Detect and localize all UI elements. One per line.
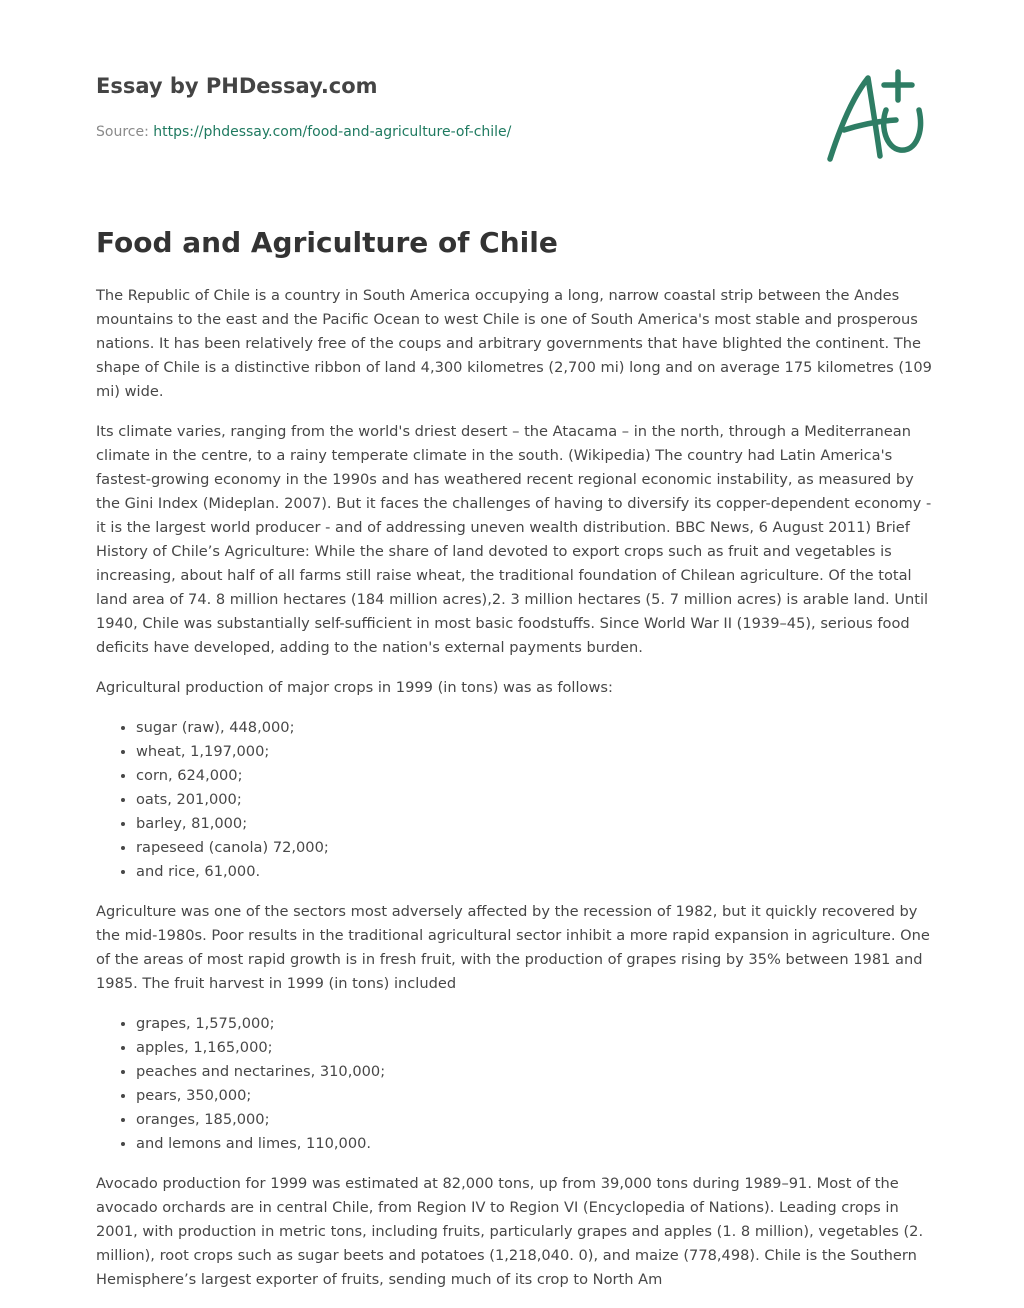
source-link[interactable]: https://phdessay.com/food-and-agriculture-of-chile/: [153, 124, 512, 140]
paragraph: Its climate varies, ranging from the world's driest desert – the Atacama – in the north, through a Mediterranean climate in the centre, to a rainy temperate climate in the south. (Wikipedia) The country had Latin America's fastest-growing economy in the 1990s and has weathered recent regional economic instability, as measured by the Gini Index (Mideplan. 2007). But it faces the challenges of having to diversify its copper-dependent economy - it is the largest world producer - and of addressing uneven wealth distribution. BBC News, 6 August 2011) Brief History of Chile’s Agriculture: While the share of land devoted to export crops such as fruit and vegetables is increasing, about half of all farms still raise wheat, the traditional foundation of Chilean agriculture. Of the total land area of 74. 8 million hectares (184 million acres),2. 3 million hectares (5. 7 million acres) is arable land. Until 1940, Chile was substantially self-sufficient in most basic foodstuffs. Since World War II (1939–45), serious food deficits have developed, adding to the nation's external payments burden.: [96, 423, 932, 656]
list-item: • rapeseed (canola) 72,000;: [136, 836, 932, 860]
a-plus-logo-icon: [822, 68, 928, 164]
list-item: • sugar (raw), 448,000;: [136, 716, 932, 740]
list-item: • oats, 201,000;: [136, 788, 932, 812]
list-item: • pears, 350,000;: [136, 1084, 932, 1108]
list-item: • grapes, 1,575,000;: [136, 1012, 932, 1036]
fruit-list: [96, 1012, 932, 1156]
list-item: • and rice, 61,000.: [136, 860, 932, 884]
list-item: • apples, 1,165,000;: [136, 1036, 932, 1060]
list-item: • wheat, 1,197,000;: [136, 740, 932, 764]
paragraph: Agricultural production of major crops in 1999 (in tons) was as follows:: [96, 679, 613, 696]
crops-list: [96, 716, 932, 884]
list-item: • corn, 624,000;: [136, 764, 932, 788]
list-item: • peaches and nectarines, 310,000;: [136, 1060, 932, 1084]
source-line: [96, 124, 511, 140]
paragraph: The Republic of Chile is a country in South America occupying a long, narrow coastal strip between the Andes mountains to the east and the Pacific Ocean to west Chile is one of South America's most stable and prosperous nations. It has been relatively free of the coups and arbitrary governments that have blighted the continent. The shape of Chile is a distinctive ribbon of land 4,300 kilometres (2,700 mi) long and on average 175 kilometres (109 mi) wide.: [96, 287, 932, 400]
essay-title: Food and Agriculture of Chile: [96, 226, 558, 259]
list-item: • oranges, 185,000;: [136, 1108, 932, 1132]
paragraph: Avocado production for 1999 was estimated at 82,000 tons, up from 39,000 tons during 1989–91. Most of the avocado orchards are in central Chile, from Region IV to Region VI (Encyclopedia of Nations). Leading crops in 2001, with production in metric tons, including fruits, particularly grapes and apples (1. 8 million), vegetables (2. million), root crops such as sugar beets and potatoes (1,218,040. 0), and maize (778,498). Chile is the Southern Hemisphere’s largest exporter of fruits, sending much of its crop to North Am: [96, 1175, 924, 1288]
essay-body: [96, 284, 932, 1308]
list-item: • and lemons and limes, 110,000.: [136, 1132, 932, 1156]
site-title: Essay by PHDessay.com: [96, 74, 378, 98]
source-label: Source:: [96, 124, 154, 140]
list-item: • barley, 81,000;: [136, 812, 932, 836]
paragraph: Agriculture was one of the sectors most adversely affected by the recession of 1982, but it quickly recovered by the mid-1980s. Poor results in the traditional agricultural sector inhibit a more rapid expansion in agriculture. One of the areas of most rapid growth is in fresh fruit, with the production of grapes rising by 35% between 1981 and 1985. The fruit harvest in 1999 (in tons) included: [96, 903, 930, 992]
